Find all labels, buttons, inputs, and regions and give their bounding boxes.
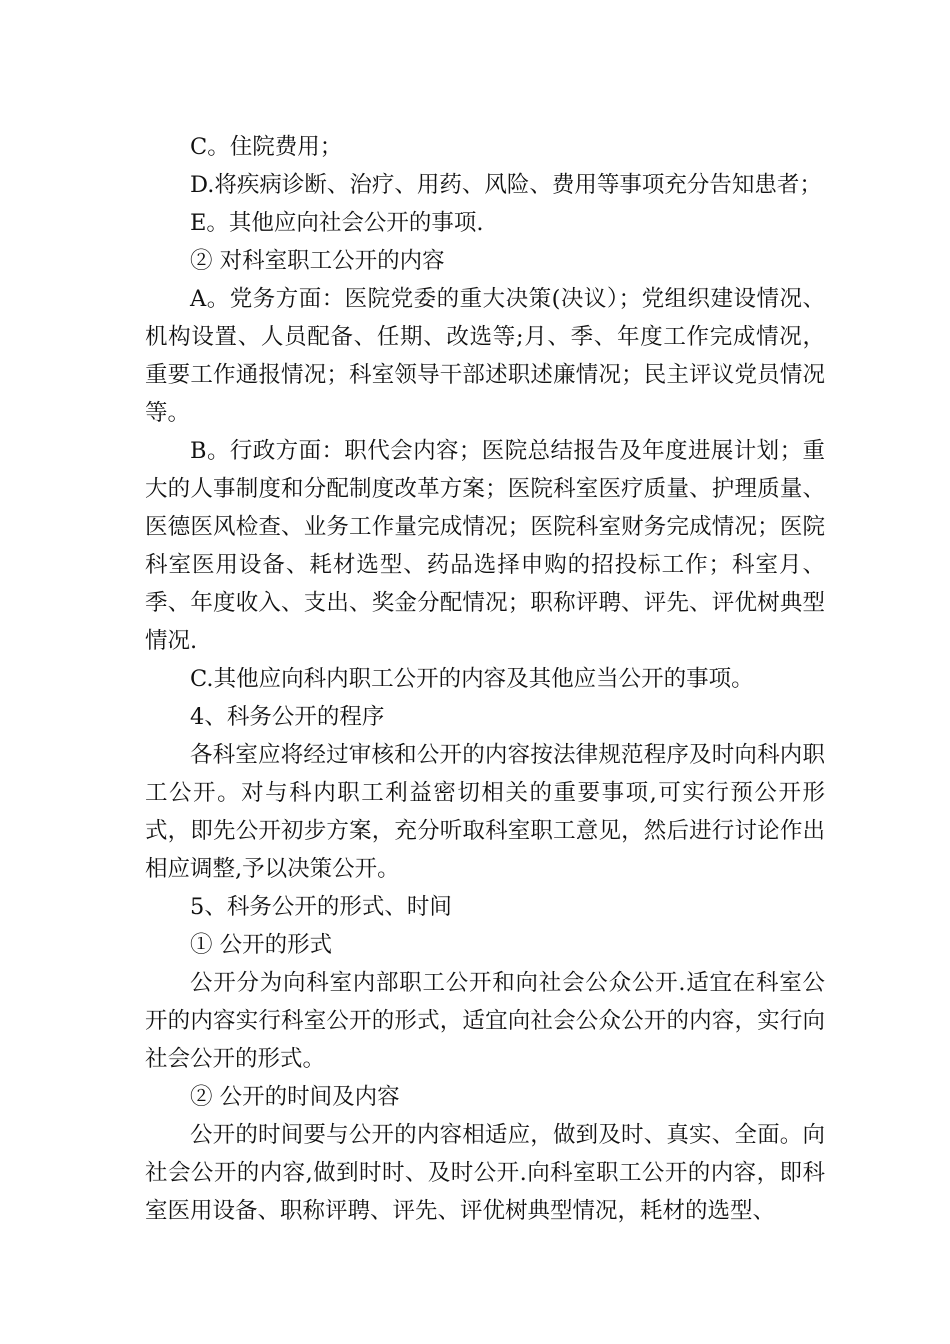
paragraph-time-and-content: 公开的时间要与公开的内容相适应，做到及时、真实、全面。向社会公开的内容,做到时时、及时公开.向科室职工公开的内容，即科室医用设备、职称评聘、评先、评优树典型情况，耗材的选型、: [145, 1122, 825, 1224]
paragraph-d-inform-patients: D.将疾病诊断、治疗、用药、风险、费用等事项充分告知患者；: [190, 172, 822, 198]
paragraph-procedure: 各科室应将经过审核和公开的内容按法律规范程序及时向科内职工公开。对与科内职工利益密切相关的重要事项,可实行预公开形式，即先公开初步方案，充分听取科室职工意见，然后进行讨论作出相应调整,予以决策公开。: [145, 742, 825, 882]
paragraph-b-administrative: B。行政方面：职代会内容；医院总结报告及年度进展计划；重大的人事制度和分配制度改革方案；医院科室医疗质量、护理质量、医德医风检查、业务工作量完成情况；医院科室财务完成情况；医院科室医用设备、耗材选型、药品选择申购的招投标工作；科室月、季、年度收入、支出、奖金分配情况；职称评聘、评先、评优树典型情况.: [145, 438, 825, 654]
document-body: [145, 128, 825, 1230]
paragraph-a-party-affairs: A。党务方面：医院党委的重大决策(决议）；党组织建设情况、机构设置、人员配备、任期、改选等;月、季、年度工作完成情况，重要工作通报情况；科室领导干部述职述廉情况；民主评议党员情况等。: [145, 286, 825, 426]
heading-disclosure-procedure: 4、科务公开的程序: [190, 704, 385, 730]
paragraph-form: 公开分为向科室内部职工公开和向社会公众公开.适宜在科室公开的内容实行科室公开的形式，适宜向社会公众公开的内容，实行向社会公开的形式。: [145, 970, 825, 1072]
paragraph-c-hospital-fees: C。住院费用；: [190, 134, 343, 160]
heading-staff-disclosure: ② 对科室职工公开的内容: [190, 248, 445, 274]
heading-form-and-time: 5、科务公开的形式、时间: [190, 894, 452, 920]
paragraph-e-other-public-matters: E。其他应向社会公开的事项.: [190, 210, 484, 236]
paragraph-c-other-staff-matters: C.其他应向科内职工公开的内容及其他应当公开的事项。: [190, 666, 754, 692]
heading-time-and-content: ② 公开的时间及内容: [190, 1084, 400, 1110]
heading-form: ① 公开的形式: [190, 932, 333, 958]
